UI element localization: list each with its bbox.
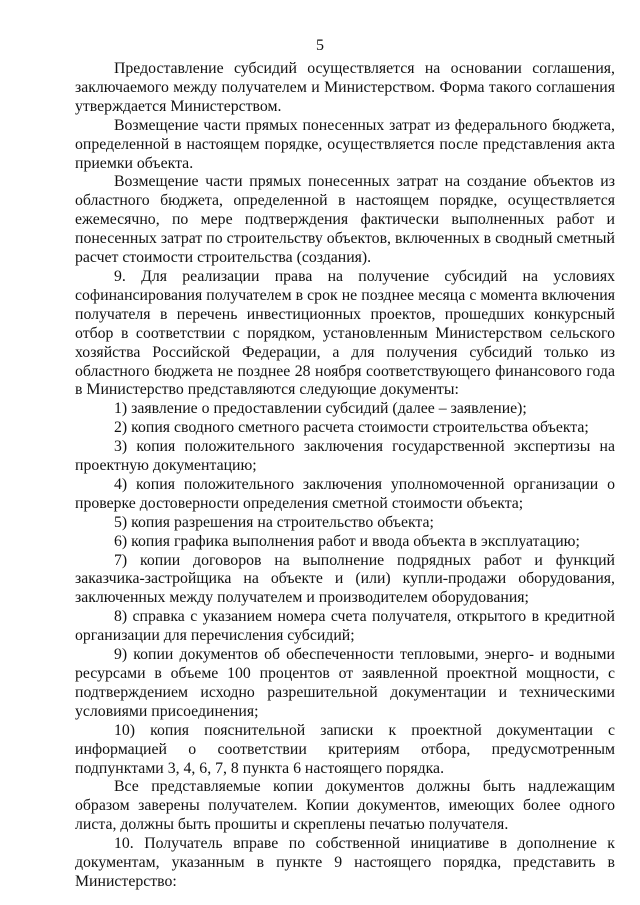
list-item: 4) копия положительного заключения уполномоченной организации о проверке достоверности определения сметной стоимости объекта;: [75, 475, 615, 512]
body-text: [75, 60, 615, 892]
paragraph: 10. Получатель вправе по собственной инициативе в дополнение к документам, указанным в пункте 9 настоящего порядка, представить в Министерство:: [75, 835, 615, 890]
page-number: 5: [316, 37, 324, 54]
list-item: 6) копия графика выполнения работ и ввода объекта в эксплуатацию;: [114, 532, 580, 550]
paragraph: Возмещение части прямых понесенных затрат на создание объектов из областного бюджета, определенной в настоящем порядке, осуществляется ежемесячно, по мере подтверждения фактически выполненных работ и понесенных затрат по строительству объектов, включенных в сводный сметный расчет стоимости строительства (создания).: [75, 173, 615, 267]
paragraph: 9. Для реализации права на получение субсидий на условиях софинансирования получателем в срок не позднее месяца с момента включения получателя в перечень инвестиционных проектов, прошедших конкурсный отбор в соответствии с порядком, установленным Министерством сельского хозяйства Российской Федерации, а для получения субсидий только из областного бюджета не позднее 28 ноября соответствующего финансового года в Министерство представляются следующие документы:: [75, 267, 615, 399]
list-item: 3) копия положительного заключения государственной экспертизы на проектную документацию;: [75, 438, 615, 475]
paragraph: Все представляемые копии документов должны быть надлежащим образом заверены получателем. Копии документов, имеющих более одного листа, должны быть прошиты и скреплены печатью получателя.: [75, 778, 615, 834]
list-item: 8) справка с указанием номера счета получателя, открытого в кредитной организации для перечисления субсидий;: [75, 608, 615, 645]
list-item: 7) копии договоров на выполнение подрядных работ и функций заказчика-застройщика на объекте и (или) купли-продажи оборудования, заключенных между получателем и производителем оборудования;: [75, 551, 615, 607]
list-item: 2) копия сводного сметного расчета стоимости строительства объекта;: [114, 419, 589, 437]
paragraph: Возмещение части прямых понесенных затрат из федерального бюджета, определенной в настоящем порядке, осуществляется после представления акта приемки объекта.: [75, 116, 615, 172]
list-item: 10) копия пояснительной записки к проектной документации с информацией о соответствии критериям отбора, предусмотренным подпунктами 3, 4, 6, 7, 8 пункта 6 настоящего порядка.: [75, 721, 615, 777]
list-item: 9) копии документов об обеспеченности тепловыми, энерго- и водными ресурсами в объеме 100 процентов от заявленной проектной мощности, с подтверждением исходно разрешительной документации и техническими условиями присоединения;: [75, 646, 615, 720]
list-item: 5) копия разрешения на строительство объекта;: [114, 513, 434, 531]
paragraph: Предоставление субсидий осуществляется на основании соглашения, заключаемого между получателем и Министерством. Форма такого соглашения утверждается Министерством.: [75, 60, 615, 115]
list-item: 1) заявление о предоставлении субсидий (далее – заявление);: [114, 400, 527, 418]
